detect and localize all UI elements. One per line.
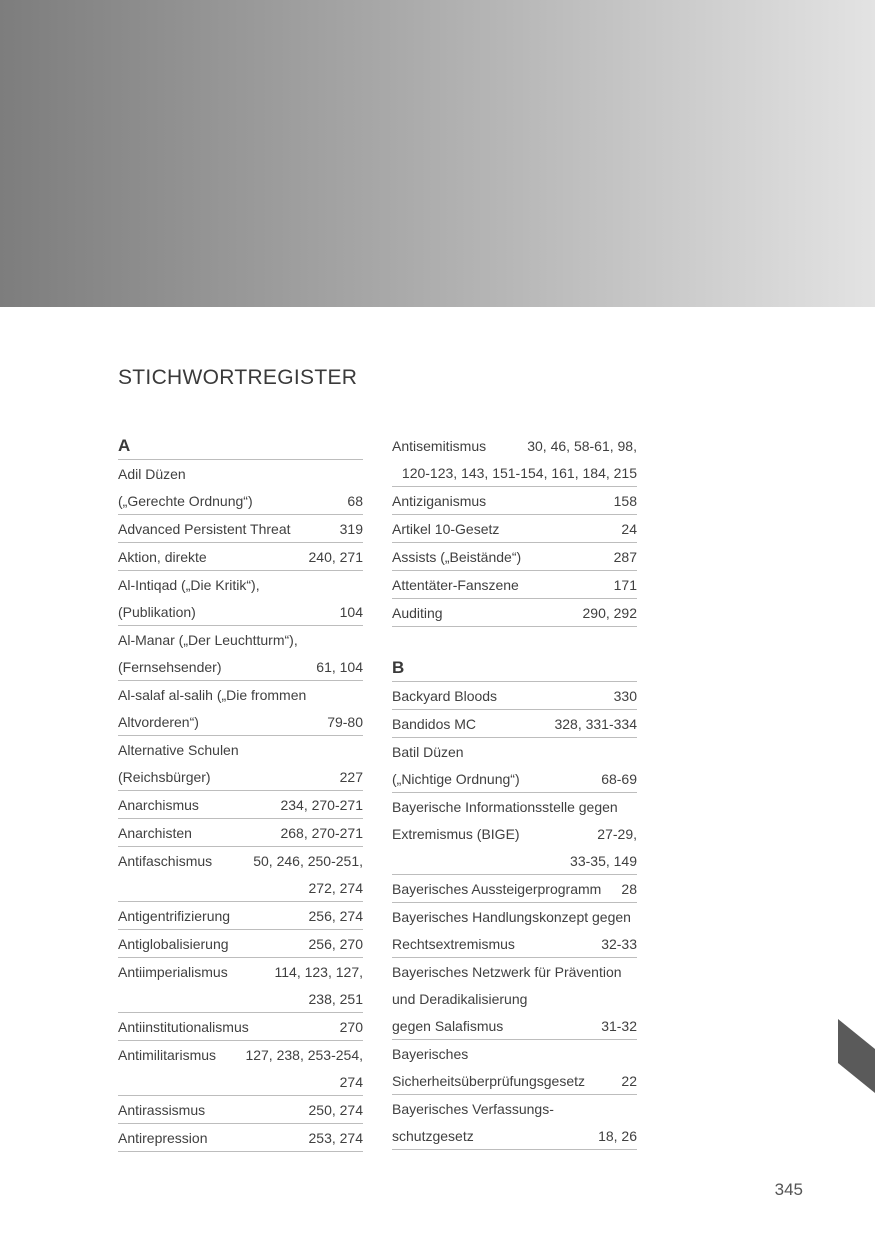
chapter-tab-shape (838, 1019, 875, 1093)
index-term: Rechtsextremismus (392, 935, 515, 952)
index-entry-line (118, 1013, 363, 1040)
index-entry-line (118, 626, 363, 653)
index-term: Antiimperialismus (118, 963, 228, 980)
index-term: Antirassismus (118, 1101, 206, 1118)
index-term: Antirepression (118, 1129, 208, 1146)
index-entry (118, 1013, 363, 1041)
index-page-refs: 240, 271 (308, 548, 363, 565)
index-entry-line (118, 985, 363, 1012)
index-page-refs: 287 (613, 548, 637, 565)
index-term: gegen Salafismus (392, 1017, 504, 1034)
index-entry (392, 1095, 637, 1150)
index-page-refs: 27-29, (597, 825, 637, 842)
index-page-refs: 24 (621, 520, 637, 537)
index-term: Alternative Schulen (118, 741, 239, 758)
index-page-refs: 120-123, 143, 151-154, 161, 184, 215 (401, 464, 637, 481)
index-term: Antiinstitutionalismus (118, 1018, 249, 1035)
index-term: Anarchismus (118, 796, 199, 813)
index-entry-line (392, 515, 637, 542)
index-entry-line (392, 1012, 637, 1039)
index-term: Aktion, direkte (118, 548, 207, 565)
index-term: Antisemitismus (392, 437, 487, 454)
index-entry-line (118, 958, 363, 985)
index-page-refs: 79-80 (327, 713, 363, 730)
index-term: Auditing (392, 604, 443, 621)
index-entry-line (392, 985, 637, 1012)
index-entry-line (118, 460, 363, 487)
index-entry-line (392, 1122, 637, 1149)
index-entry-line (118, 653, 363, 680)
index-page-refs: 32-33 (601, 935, 637, 952)
index-entry-line (392, 875, 637, 902)
index-entry (392, 571, 637, 599)
index-entry (118, 791, 363, 819)
index-term: Batil Düzen (392, 743, 464, 760)
index-entry (118, 681, 363, 736)
index-entry (118, 571, 363, 626)
index-term: Attentäter-Fanszene (392, 576, 519, 593)
index-entry (392, 543, 637, 571)
index-entry-list (392, 432, 637, 627)
index-entry-line (392, 571, 637, 598)
index-page-refs: 30, 46, 58-61, 98, (527, 437, 637, 454)
index-entry-list (392, 682, 637, 1150)
index-entry (118, 902, 363, 930)
index-term: Al-salaf al-salih („Die frommen (118, 686, 307, 703)
index-page-refs: 272, 274 (308, 879, 363, 896)
index-term: Advanced Persistent Threat (118, 520, 291, 537)
index-letter-heading: B (392, 654, 637, 682)
index-entry (118, 1096, 363, 1124)
index-page-refs: 158 (613, 492, 637, 509)
index-term: schutzgesetz (392, 1127, 474, 1144)
index-column-left (118, 432, 363, 1152)
index-entry (392, 875, 637, 903)
index-entry-line (118, 1041, 363, 1068)
index-page-refs: 50, 246, 250-251, (253, 852, 363, 869)
chapter-tab-marker (838, 1019, 875, 1093)
index-term: Bandidos MC (392, 715, 477, 732)
index-entry (118, 460, 363, 515)
index-entry-line (118, 1068, 363, 1095)
index-term: Bayerisches Verfassungs- (392, 1100, 554, 1117)
index-term: Antimilitarismus (118, 1046, 217, 1063)
index-term: Bayerische Informationsstelle gegen (392, 798, 618, 815)
index-entry (118, 543, 363, 571)
index-entry-line (118, 681, 363, 708)
index-page-refs: 68-69 (601, 770, 637, 787)
index-entry (392, 738, 637, 793)
index-page-refs: 256, 274 (308, 907, 363, 924)
index-entry-line (392, 958, 637, 985)
index-term: Al-Manar („Der Leuchtturm“), (118, 631, 298, 648)
index-term: Antiglobalisierung (118, 935, 229, 952)
index-term: Sicherheitsüberprüfungsgesetz (392, 1072, 586, 1089)
index-entry (118, 626, 363, 681)
index-page-refs: 274 (339, 1073, 363, 1090)
index-column-right (392, 432, 637, 1150)
index-entry (118, 958, 363, 1013)
index-entry-line (392, 543, 637, 570)
index-entry-line (118, 708, 363, 735)
index-term: (Fernsehsender) (118, 658, 222, 675)
index-entry (392, 599, 637, 627)
index-term: Extremismus (BIGE) (392, 825, 520, 842)
index-entry (118, 819, 363, 847)
index-term: Bayerisches Handlungskonzept gegen (392, 908, 631, 925)
index-term: Anarchisten (118, 824, 192, 841)
index-page-refs: 290, 292 (582, 604, 637, 621)
index-page-refs: 256, 270 (308, 935, 363, 952)
index-entry (392, 958, 637, 1040)
page-title: STICHWORTREGISTER (118, 366, 358, 389)
index-entry-line (118, 571, 363, 598)
index-entry-line (118, 902, 363, 929)
index-entry (118, 515, 363, 543)
index-entry-line (118, 847, 363, 874)
index-entry (392, 1040, 637, 1095)
index-entry-line (118, 543, 363, 570)
index-entry-line (118, 930, 363, 957)
index-entry (392, 487, 637, 515)
index-entry-line (118, 819, 363, 846)
index-page-refs: 171 (613, 576, 637, 593)
section-gap (392, 627, 637, 654)
index-page-refs: 31-32 (601, 1017, 637, 1034)
index-entry-line (392, 1067, 637, 1094)
index-entry-line (118, 736, 363, 763)
page-number: 345 (774, 1180, 803, 1199)
index-page-refs: 61, 104 (316, 658, 363, 675)
index-entry-line (392, 820, 637, 847)
index-term: („Gerechte Ordnung“) (118, 492, 253, 509)
index-entry (118, 1041, 363, 1096)
index-term: Antigentrifizierung (118, 907, 231, 924)
index-term: („Nichtige Ordnung“) (392, 770, 520, 787)
index-term: Bayerisches (392, 1045, 469, 1062)
index-term: Altvorderen“) (118, 713, 199, 730)
index-entry-line (392, 1040, 637, 1067)
index-term: (Publikation) (118, 603, 196, 620)
index-entry-line (392, 599, 637, 626)
index-page-refs: 328, 331-334 (554, 715, 637, 732)
index-entry-line (118, 515, 363, 542)
index-entry-line (118, 598, 363, 625)
index-term: Antifaschismus (118, 852, 213, 869)
index-entry-line (118, 874, 363, 901)
index-term: Bayerisches Netzwerk für Prävention (392, 963, 622, 980)
index-letter-heading: A (118, 432, 363, 460)
index-page-refs: 253, 274 (308, 1129, 363, 1146)
index-term: Assists („Beistände“) (392, 548, 522, 565)
index-entry-line (118, 487, 363, 514)
index-entry (392, 793, 637, 875)
index-entry (118, 736, 363, 791)
index-page-refs: 268, 270-271 (280, 824, 363, 841)
index-term: Antiziganismus (392, 492, 487, 509)
index-entry-line (392, 710, 637, 737)
index-entry-line (392, 432, 637, 459)
index-entry (392, 682, 637, 710)
index-page-refs: 104 (339, 603, 363, 620)
index-term: Al-Intiqad („Die Kritik“), (118, 576, 260, 593)
index-entry-line (392, 487, 637, 514)
index-term: Backyard Bloods (392, 687, 498, 704)
index-term: Artikel 10-Gesetz (392, 520, 500, 537)
index-entry (118, 1124, 363, 1152)
header-gradient-band (0, 0, 875, 307)
index-entry-line (118, 763, 363, 790)
index-entry-line (118, 791, 363, 818)
index-entry-line (392, 1095, 637, 1122)
index-entry (392, 903, 637, 958)
index-entry-line (392, 930, 637, 957)
index-entry (392, 710, 637, 738)
index-page-refs: 330 (613, 687, 637, 704)
index-entry (118, 847, 363, 902)
index-page-refs: 250, 274 (308, 1101, 363, 1118)
index-term: und Deradikalisierung (392, 990, 528, 1007)
index-entry-line (392, 793, 637, 820)
index-entry-line (118, 1096, 363, 1123)
index-entry-line (392, 903, 637, 930)
index-entry (118, 930, 363, 958)
index-entry-line (392, 847, 637, 874)
index-page-refs: 238, 251 (308, 990, 363, 1007)
index-entry-line (392, 765, 637, 792)
index-page-refs: 127, 238, 253-254, (245, 1046, 363, 1063)
index-entry-line (392, 682, 637, 709)
index-page-refs: 68 (347, 492, 363, 509)
index-page-refs: 234, 270-271 (280, 796, 363, 813)
index-page-refs: 227 (339, 768, 363, 785)
index-entry-line (118, 1124, 363, 1151)
index-page-refs: 18, 26 (598, 1127, 637, 1144)
index-page-refs: 28 (621, 880, 637, 897)
index-term: (Reichsbürger) (118, 768, 211, 785)
index-page-refs: 33-35, 149 (570, 852, 637, 869)
index-page-refs: 114, 123, 127, (274, 963, 363, 980)
index-page-refs: 22 (621, 1072, 637, 1089)
index-page-refs: 319 (339, 520, 363, 537)
index-entry-line (392, 459, 637, 486)
index-page-refs: 270 (339, 1018, 363, 1035)
index-term: Adil Düzen (118, 465, 186, 482)
index-entry (392, 515, 637, 543)
index-term: Bayerisches Aussteigerprogramm (392, 880, 602, 897)
index-entry-line (392, 738, 637, 765)
index-entry-list (118, 460, 363, 1152)
index-entry (392, 432, 637, 487)
